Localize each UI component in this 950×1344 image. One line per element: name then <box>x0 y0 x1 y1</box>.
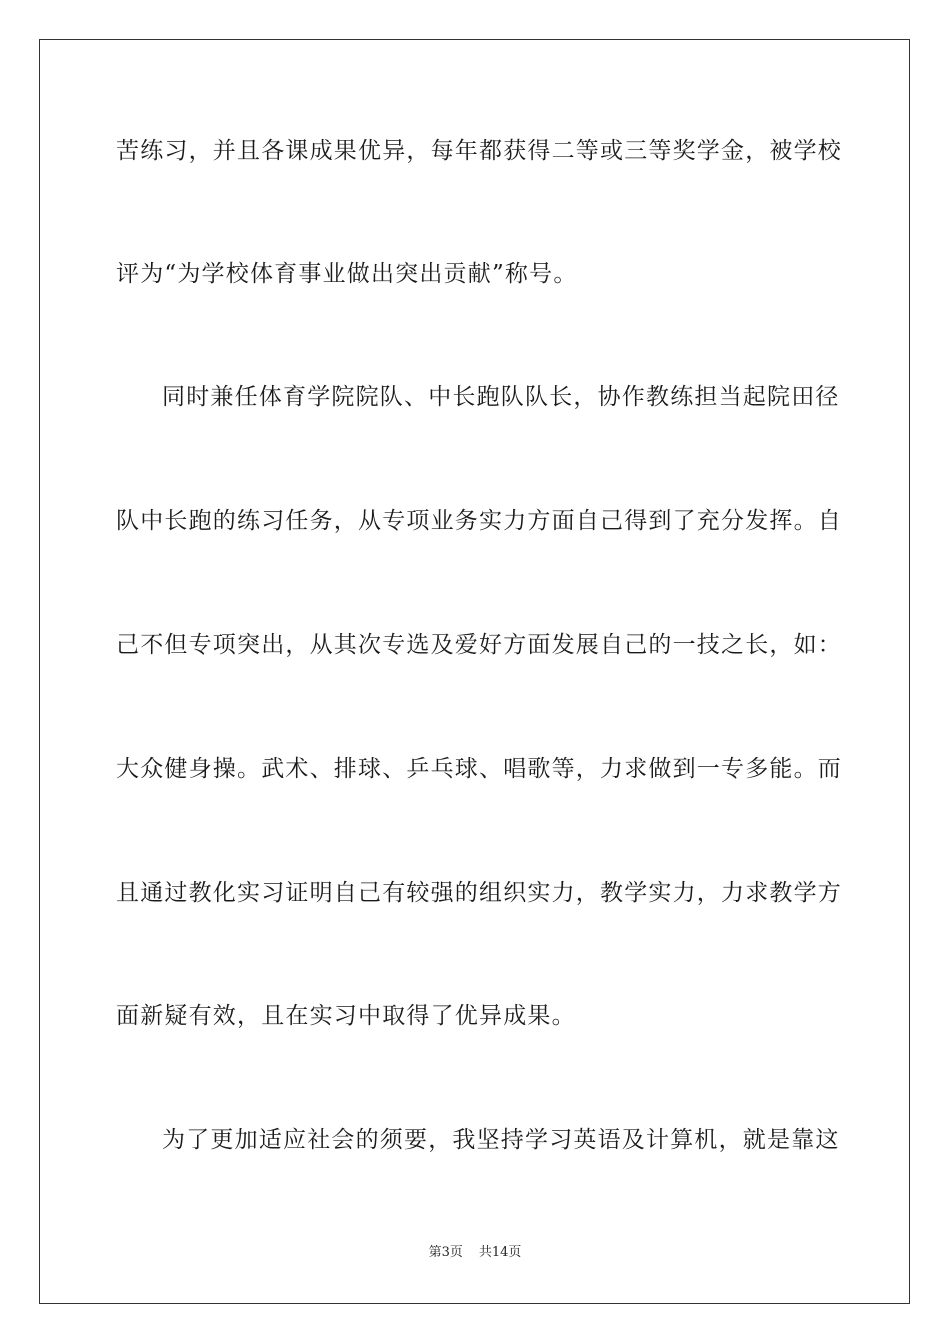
paragraph-line: 为了更加适应社会的须要，我坚持学习英语及计算机，就是靠这 <box>162 1127 840 1153</box>
page-frame <box>39 39 910 1304</box>
paragraph-line: 同时兼任体育学院院队、中长跑队队长，协作教练担当起院田径 <box>162 384 840 410</box>
paragraph-line: 苦练习，并且各课成果优异，每年都获得二等或三等奖学金，被学校 <box>116 138 842 164</box>
paragraph-line: 且通过教化实习证明自己有较强的组织实力，教学实力，力求教学方 <box>116 880 842 906</box>
paragraph-line: 大众健身操。武术、排球、乒乓球、唱歌等，力求做到一专多能。而 <box>116 756 842 782</box>
paragraph-line: 面新疑有效，且在实习中取得了优异成果。 <box>116 1003 576 1029</box>
page-footer <box>0 1244 950 1262</box>
total-pages: 共14页 <box>478 1245 522 1260</box>
paragraph-line: 己不但专项突出，从其次专选及爱好方面发展自己的一技之长，如： <box>116 632 842 658</box>
paragraph-line: 队中长跑的练习任务，从专项业务实力方面自己得到了充分发挥。自 <box>116 508 842 534</box>
page-number: 第3页 <box>428 1245 463 1260</box>
paragraph-line: 评为“为学校体育事业做出突出贡献”称号。 <box>116 261 578 287</box>
